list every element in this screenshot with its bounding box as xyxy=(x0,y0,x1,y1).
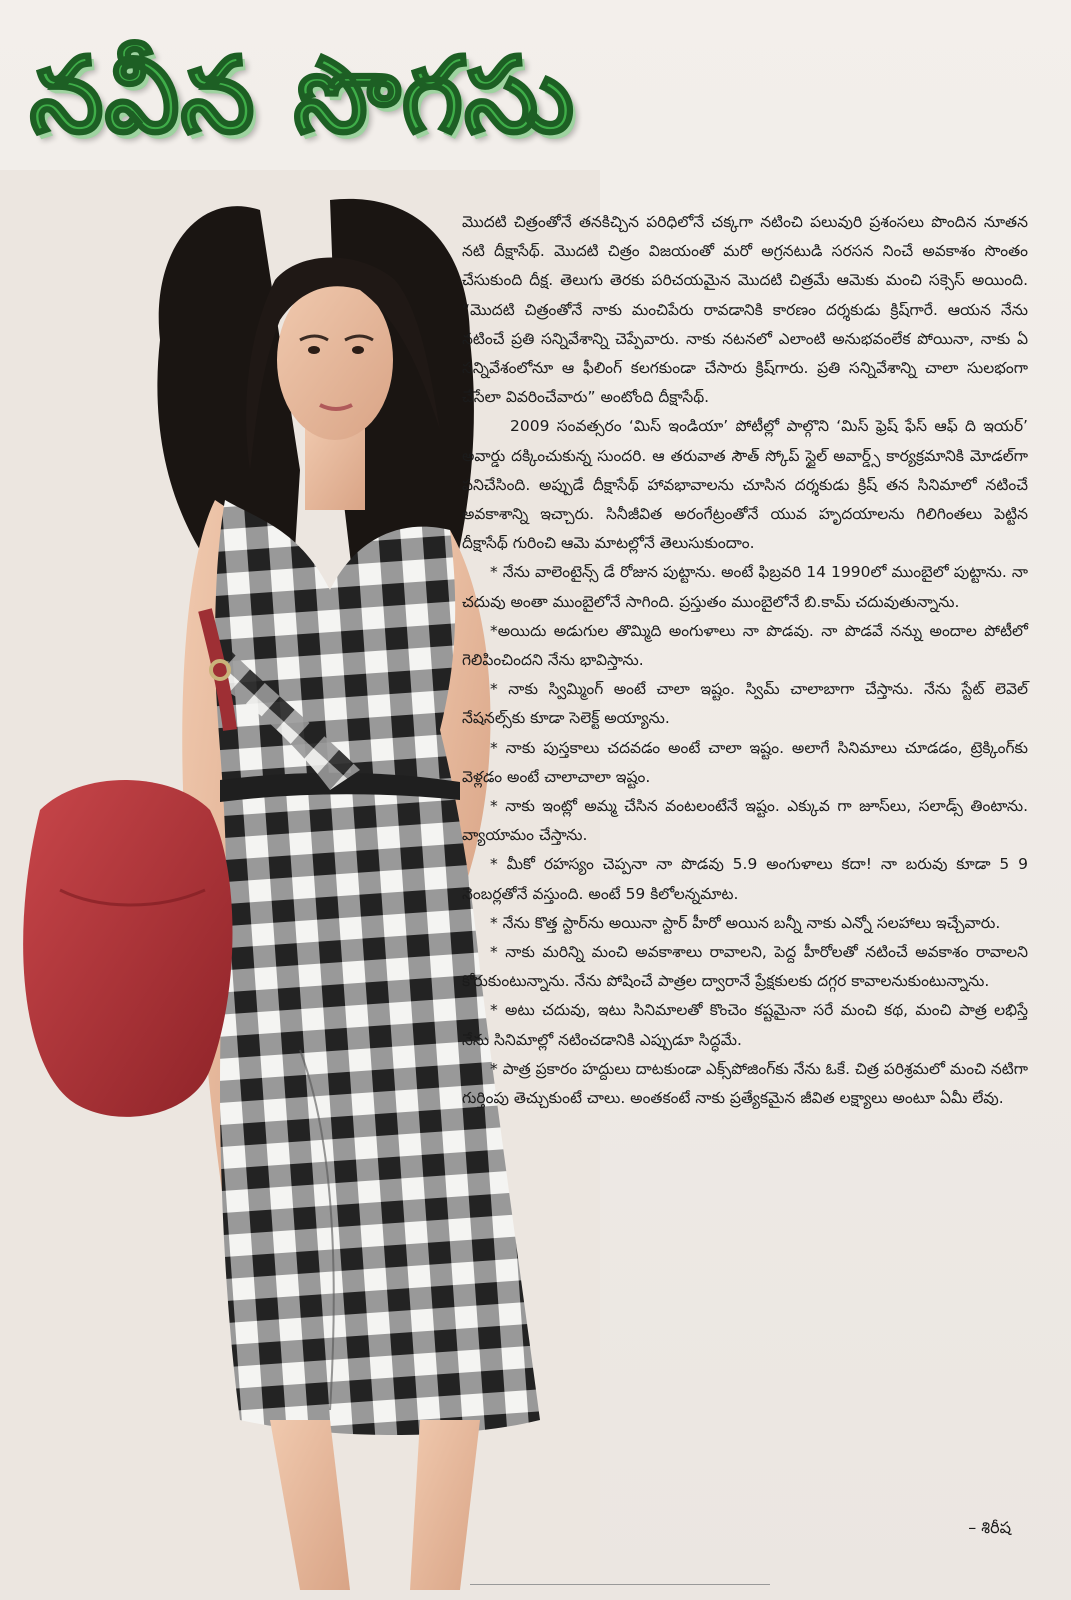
article-paragraph: * మీకో రహస్యం చెప్పనా నా పొడవు 5.9 అంగుళాలు కదా! నా బరువు కూడా 5 9 నెంబర్లతోనే వస్తుంది. అంటే 59 కిలోలన్నమాట. xyxy=(462,855,1028,903)
face xyxy=(277,280,393,440)
headline: నవీన సొగసు xyxy=(30,34,576,156)
byline: – శిరీష xyxy=(968,1518,1011,1537)
article-paragraph: * నాకు ఇంట్లో అమ్మ చేసిన వంటలంటేనే ఇష్టం. ఎక్కువ గా జూస్‌లు, సలాడ్స్ తింటాను. వ్యాయామం చేస్తాను. xyxy=(462,797,1028,845)
article-body xyxy=(462,208,1028,1113)
handbag xyxy=(23,780,232,1117)
article-paragraph: * అటు చదువు, ఇటు సినిమాలతో కొంచెం కష్టమైనా సరే మంచి కథ, మంచి పాత్ర లభిస్తే నేను సినిమాల్లో నటించడానికి ఎప్పుడూ సిద్ధమే. xyxy=(462,1001,1028,1049)
article-paragraph: * నేను కొత్త స్టార్‌ను అయినా స్టార్ హీరో అయిన బన్నీ నాకు ఎన్నో సలహాలు ఇచ్చేవారు. xyxy=(490,913,1001,932)
bottom-rule xyxy=(470,1584,770,1585)
bleed-through-text xyxy=(300,4,1060,26)
article-paragraph: * పాత్ర ప్రకారం హద్దులు దాటకుండా ఎక్స్‌పోజింగ్‌కు నేను ఓకే. చిత్ర పరిశ్రమలో మంచి నటిగా గుర్తింపు తెచ్చుకుంటే చాలు. అంతకంటే నాకు ప్రత్యేకమైన జీవిత లక్ష్యాలు అంటూ ఏమీ లేవు. xyxy=(462,1059,1028,1108)
article-paragraph: *అయిదు అడుగుల తొమ్మిది అంగుళాలు నా పొడవు. నా పొడవే నన్ను అందాల పోటీలో గెలిపించిందని నేను భావిస్తాను. xyxy=(462,621,1028,670)
article-paragraph: మొదటి చిత్రంతోనే తనకిచ్చిన పరిధిలోనే చక్కగా నటించి పలువురి ప్రశంసలు పొందిన నూతన నటి దీక్షాసేథ్. మొదటి చిత్రం విజయంతో మరో అగ్రనటుడి సరసన నించే అవకాశం సొంతం చేసుకుంది దీక్ష. తెలుగు తెరకు పరిచయమైన మొదటి చిత్రమే ఆమెకు మంచి సక్సెస్ అయింది. “మొదటి చిత్రంతోనే నాకు మంచిపేరు రావడానికి కారణం దర్శకుడు క్రిష్‌గారే. ఆయన నేను నటించే ప్రతి సన్నివేశాన్ని చెప్పేవారు. నాకు నటనలో ఎలాంటి అనుభవంలేక పోయినా, నాకు ఏ సన్నివేశంలోనూ ఆ ఫీలింగ్ కలగకుండా చేసారు క్రిష్‌గారు. ప్రతి సన్నివేశాన్ని చాలా సులభంగా చేసేలా వివరించేవారు” అంటోంది దీక్షాసేథ్. xyxy=(462,213,1028,407)
article-paragraph: * నాకు స్విమ్మింగ్ అంటే చాలా ఇష్టం. స్విమ్ చాలాబాగా చేస్తాను. నేను స్టేట్ లెవెల్ నేషనల్స్‌కు కూడా సెలెక్ట్ అయ్యాను. xyxy=(462,680,1028,728)
article-paragraph: 2009 సంవత్సరం ‘మిస్ ఇండియా’ పోటీల్లో పాల్గొని ‘మిస్ ఫ్రెష్ ఫేస్ ఆఫ్ ది ఇయర్’ అవార్డు దక్కించుకున్న సుందరి. ఆ తరువాత సౌత్ స్కోప్ స్టైల్ అవార్డ్స్ కార్యక్రమానికి మోడల్‌గా పనిచేసింది. అప్పుడే దీక్షాసేథ్ హావభావాలను చూసిన దర్శకుడు క్రిష్ తన సినిమాలో నటించే అవకాశాన్ని ఇచ్చారు. సినీజీవిత అరంగేట్రంతోనే యువ హృదయాలను గిలిగింతలు పెట్టిన దీక్షాసేథ్ గురించి ఆమె మాటల్లోనే తెలుసుకుందాం. xyxy=(462,417,1028,553)
article-paragraph: * నాకు మరిన్ని మంచి అవకాశాలు రావాలని, పెద్ద హీరోలతో నటించే అవకాశం రావాలని కోరుకుంటున్నాను. నేను పోషించే పాత్రల ద్వారానే ప్రేక్షకులకు దగ్గర కావాలనుకుంటున్నాను. xyxy=(462,943,1028,991)
article-paragraph: * నేను వాలెంటైన్స్ డే రోజున పుట్టాను. అంటే ఫిబ్రవరి 14 1990లో ముంబైలో పుట్టాను. నా చదువు అంతా ముంబైలోనే సాగింది. ప్రస్తుతం ముంబైలోనే బి.కామ్ చదువుతున్నాను. xyxy=(462,563,1028,611)
article-paragraph: * నాకు పుస్తకాలు చదవడం అంటే చాలా ఇష్టం. అలాగే సినిమాలు చూడడం, ట్రెక్కింగ్‌కు వెళ్లడం అంటే చాలాచాలా ఇష్టం. xyxy=(462,738,1028,786)
